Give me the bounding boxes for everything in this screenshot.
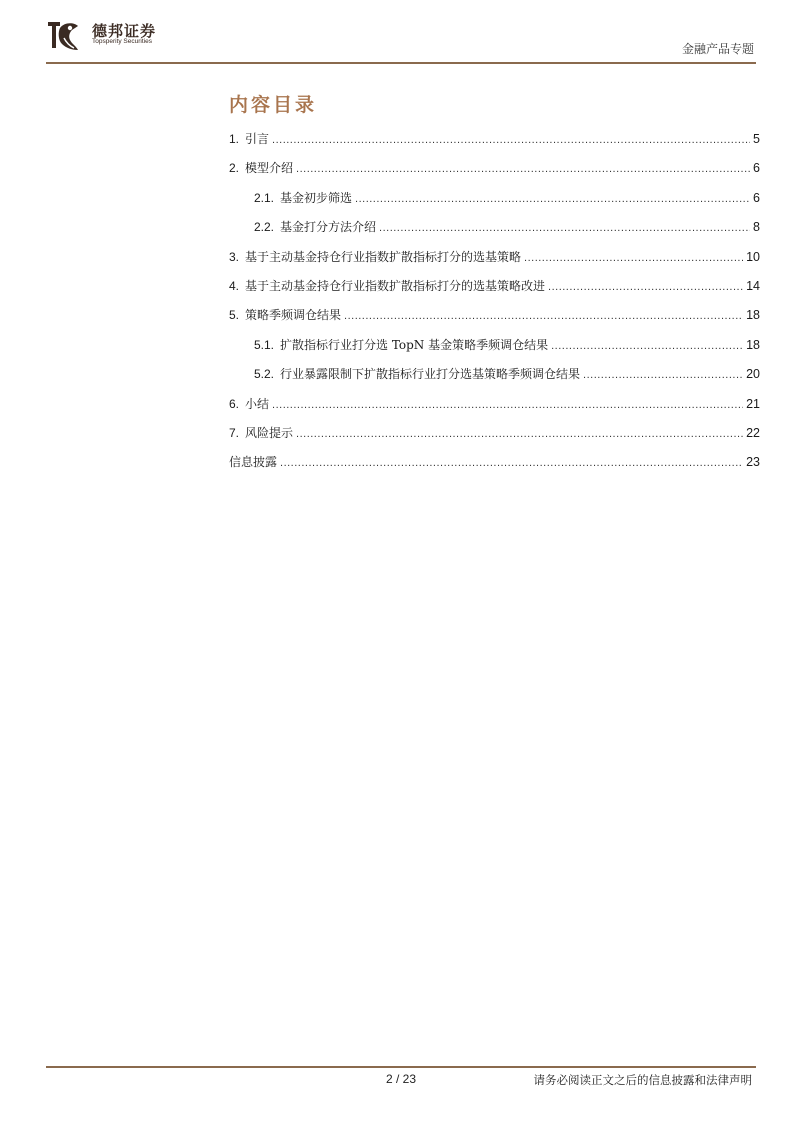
logo-company-name-en: Topsperity Securities: [92, 38, 152, 45]
toc-dot-leader: [296, 428, 743, 440]
toc-dot-leader: [524, 252, 743, 264]
toc-dot-leader: [551, 340, 743, 352]
toc-dot-leader: [280, 457, 743, 469]
toc-entry-number: 5.2.: [254, 367, 275, 382]
toc-entry[interactable]: [229, 336, 760, 365]
footer-divider: [46, 1066, 756, 1068]
toc-entry-page: 6: [753, 161, 760, 176]
page-header: [0, 0, 802, 70]
toc-dot-leader: [379, 222, 750, 234]
toc-entry-number: 4.: [229, 278, 240, 293]
toc-entry-page: 5: [753, 132, 760, 146]
toc-entry[interactable]: [229, 453, 760, 482]
toc-dot-leader: [344, 310, 743, 322]
header-divider: [46, 62, 756, 64]
toc-title: 内容目录: [229, 94, 318, 116]
toc-entry-title: 基于主动基金持仓行业指数扩散指标打分的选基策略: [245, 249, 522, 264]
report-type: 金融产品专题: [681, 42, 754, 56]
toc-entry-number: 2.1.: [254, 190, 275, 205]
toc-entry-title: 模型介绍: [245, 161, 294, 176]
toc-entry-title: 基于主动基金持仓行业指数扩散指标打分的选基策略改进: [245, 278, 546, 293]
toc-dot-leader: [548, 281, 743, 293]
toc-entry[interactable]: [229, 306, 760, 335]
toc-entry-title: 风险提示: [245, 425, 294, 440]
toc-entry-title: 引言: [245, 132, 270, 146]
toc-entry[interactable]: [229, 277, 760, 306]
toc-entry-page: 10: [746, 249, 760, 264]
toc-entry[interactable]: [229, 189, 760, 218]
toc-entry-title: 扩散指标行业打分选 TopN 基金策略季频调仓结果: [280, 337, 549, 352]
toc-entry-number: 1.: [229, 132, 240, 146]
toc-entry-title: 小结: [245, 396, 270, 411]
toc-entry-title: 行业暴露限制下扩散指标行业打分选基策略季频调仓结果: [280, 367, 581, 382]
toc-entry-number: 7.: [229, 425, 240, 440]
toc-entry-page: 8: [753, 220, 760, 235]
toc-entry-page: 23: [746, 455, 760, 470]
toc-entry[interactable]: [229, 218, 760, 247]
toc-dot-leader: [272, 134, 750, 146]
topsperity-logo-icon: [46, 18, 82, 54]
toc-entry[interactable]: [229, 395, 760, 424]
toc-entry-number: 5.: [229, 308, 240, 323]
toc-entry[interactable]: [229, 159, 760, 188]
toc-entry-page: 22: [746, 425, 760, 440]
toc-entry-page: 18: [746, 308, 760, 323]
toc-dot-leader: [272, 399, 743, 411]
toc-entry-number: 5.1.: [254, 337, 275, 352]
toc-dot-leader: [296, 163, 750, 175]
toc-entry-page: 14: [746, 278, 760, 293]
toc-entry[interactable]: [229, 130, 760, 159]
toc-entry-page: 20: [746, 367, 760, 382]
toc-entry-number: 2.: [229, 161, 240, 176]
toc-dot-leader: [355, 193, 750, 205]
table-of-contents: [229, 130, 760, 483]
toc-entry-number: 2.2.: [254, 220, 275, 235]
toc-entry-page: 21: [746, 396, 760, 411]
toc-entry-number: 6.: [229, 396, 240, 411]
disclaimer-note: 请务必阅读正文之后的信息披露和法律声明: [533, 1073, 752, 1087]
logo-company-name: 德邦证券: [92, 23, 157, 40]
toc-entry-page: 18: [746, 337, 760, 352]
toc-entry[interactable]: [229, 424, 760, 453]
toc-entry[interactable]: [229, 365, 760, 394]
toc-entry-title: 基金初步筛选: [280, 190, 353, 205]
page-number: 2 / 23: [386, 1072, 417, 1086]
toc-entry-page: 6: [753, 190, 760, 205]
toc-entry-title: 信息披露: [229, 455, 278, 470]
toc-dot-leader: [583, 369, 743, 381]
toc-entry-title: 基金打分方法介绍: [280, 220, 377, 235]
toc-entry-number: 3.: [229, 249, 240, 264]
toc-entry[interactable]: [229, 248, 760, 277]
toc-entry-title: 策略季频调仓结果: [245, 308, 342, 323]
